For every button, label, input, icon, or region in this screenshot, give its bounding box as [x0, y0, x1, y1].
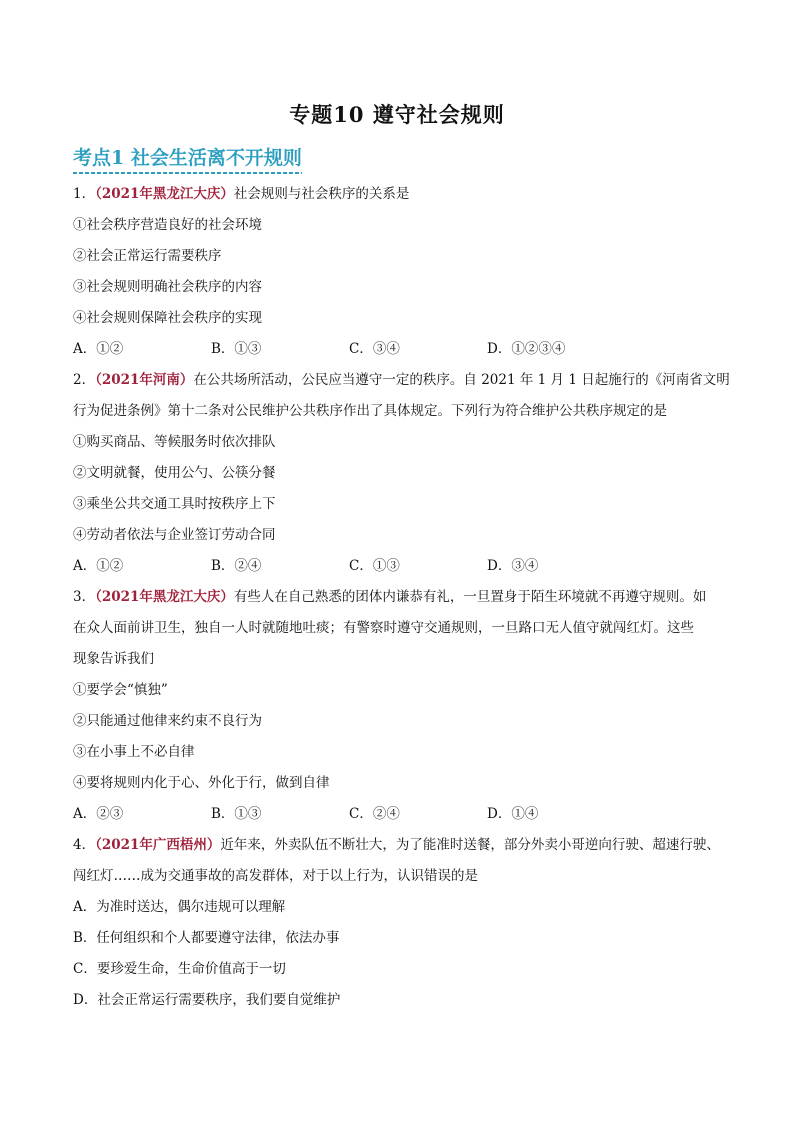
question-number: 1．	[73, 186, 96, 202]
question-3	[73, 582, 733, 830]
section-title-underline	[73, 172, 302, 174]
document-title: 专题10 遵守社会规则	[289, 102, 505, 127]
choice-a[interactable]: A．为准时送达，偶尔违规可以理解	[73, 899, 286, 915]
option-a[interactable]: A．②③	[73, 806, 124, 822]
question-stem: 社会规则与社会秩序的关系是	[233, 186, 410, 202]
option-d[interactable]: D．③④	[487, 558, 539, 574]
statement-item: ①社会秩序营造良好的社会环境	[73, 217, 262, 233]
questions	[73, 179, 733, 1016]
question-1	[73, 179, 733, 365]
option-d[interactable]: D．①②③④	[487, 341, 566, 357]
option-b[interactable]: B．②④	[211, 558, 262, 574]
option-a[interactable]: A．①②	[73, 341, 124, 357]
option-d[interactable]: D．①④	[487, 806, 539, 822]
statement-item: ③社会规则明确社会秩序的内容	[73, 279, 262, 295]
option-c[interactable]: C．③④	[349, 341, 400, 357]
statement-item: ④社会规则保障社会秩序的实现	[73, 310, 262, 326]
question-2	[73, 365, 733, 582]
statement-item: ④要将规则内化于心、外化于行，做到自律	[73, 775, 330, 791]
choice-d[interactable]: D．社会正常运行需要秩序，我们要自觉维护	[73, 992, 341, 1008]
question-stem-continued: 行为促进条例》第十二条对公民维护公共秩序作出了具体规定。下列行为符合维护公共秩序规定的是	[73, 403, 667, 419]
question-stem: 在公共场所活动，公民应当遵守一定的秩序。自 2021 年 1 月 1 日起施行的《河南省文明	[193, 372, 730, 388]
question-number: 3．	[73, 589, 96, 605]
question-source: （2021年黑龙江大庆）	[95, 589, 234, 605]
answer-options	[73, 551, 733, 582]
question-stem-continued: 闯红灯……成为交通事故的高发群体，对于以上行为，认识错误的是	[73, 868, 478, 884]
question-stem: 近年来，外卖队伍不断壮大，为了能准时送餐，部分外卖小哥逆向行驶、超速行驶、	[220, 837, 720, 853]
answer-options	[73, 799, 733, 830]
statement-item: ②文明就餐，使用公勺、公筷分餐	[73, 465, 276, 481]
choice-c[interactable]: C．要珍爱生命，生命价值高于一切	[73, 961, 286, 977]
statement-item: ③乘坐公共交通工具时按秩序上下	[73, 496, 276, 512]
statement-item: ④劳动者依法与企业签订劳动合同	[73, 527, 276, 543]
question-source: （2021年广西梧州）	[95, 837, 221, 853]
statement-item: ③在小事上不必自律	[73, 744, 195, 760]
option-b[interactable]: B．①③	[211, 341, 262, 357]
question-stem: 有些人在自己熟悉的团体内谦恭有礼，一旦置身于陌生环境就不再遵守规则。如	[233, 589, 707, 605]
answer-options	[73, 334, 733, 365]
option-a[interactable]: A．①②	[73, 558, 124, 574]
question-stem-continued: 在众人面前讲卫生，独自一人时就随地吐痰；有警察时遵守交通规则，一旦路口无人值守就闯红灯。这些	[73, 620, 694, 636]
statement-item: ①要学会“慎独”	[73, 682, 168, 698]
option-b[interactable]: B．①③	[211, 806, 262, 822]
section-title	[73, 144, 302, 172]
section-title-text: 考点1 社会生活离不开规则	[73, 147, 302, 169]
choice-b[interactable]: B．任何组织和个人都要遵守法律，依法办事	[73, 930, 340, 946]
option-c[interactable]: C．②④	[349, 806, 400, 822]
question-stem-continued: 现象告诉我们	[73, 651, 154, 667]
statement-item: ②只能通过他律来约束不良行为	[73, 713, 262, 729]
question-source: （2021年黑龙江大庆）	[95, 186, 234, 202]
question-source: （2021年河南）	[95, 372, 194, 388]
question-4	[73, 830, 733, 1016]
option-c[interactable]: C．①③	[349, 558, 400, 574]
question-number: 4．	[73, 837, 96, 853]
question-number: 2．	[73, 372, 96, 388]
statement-item: ②社会正常运行需要秩序	[73, 248, 222, 264]
statement-item: ①购买商品、等候服务时依次排队	[73, 434, 276, 450]
